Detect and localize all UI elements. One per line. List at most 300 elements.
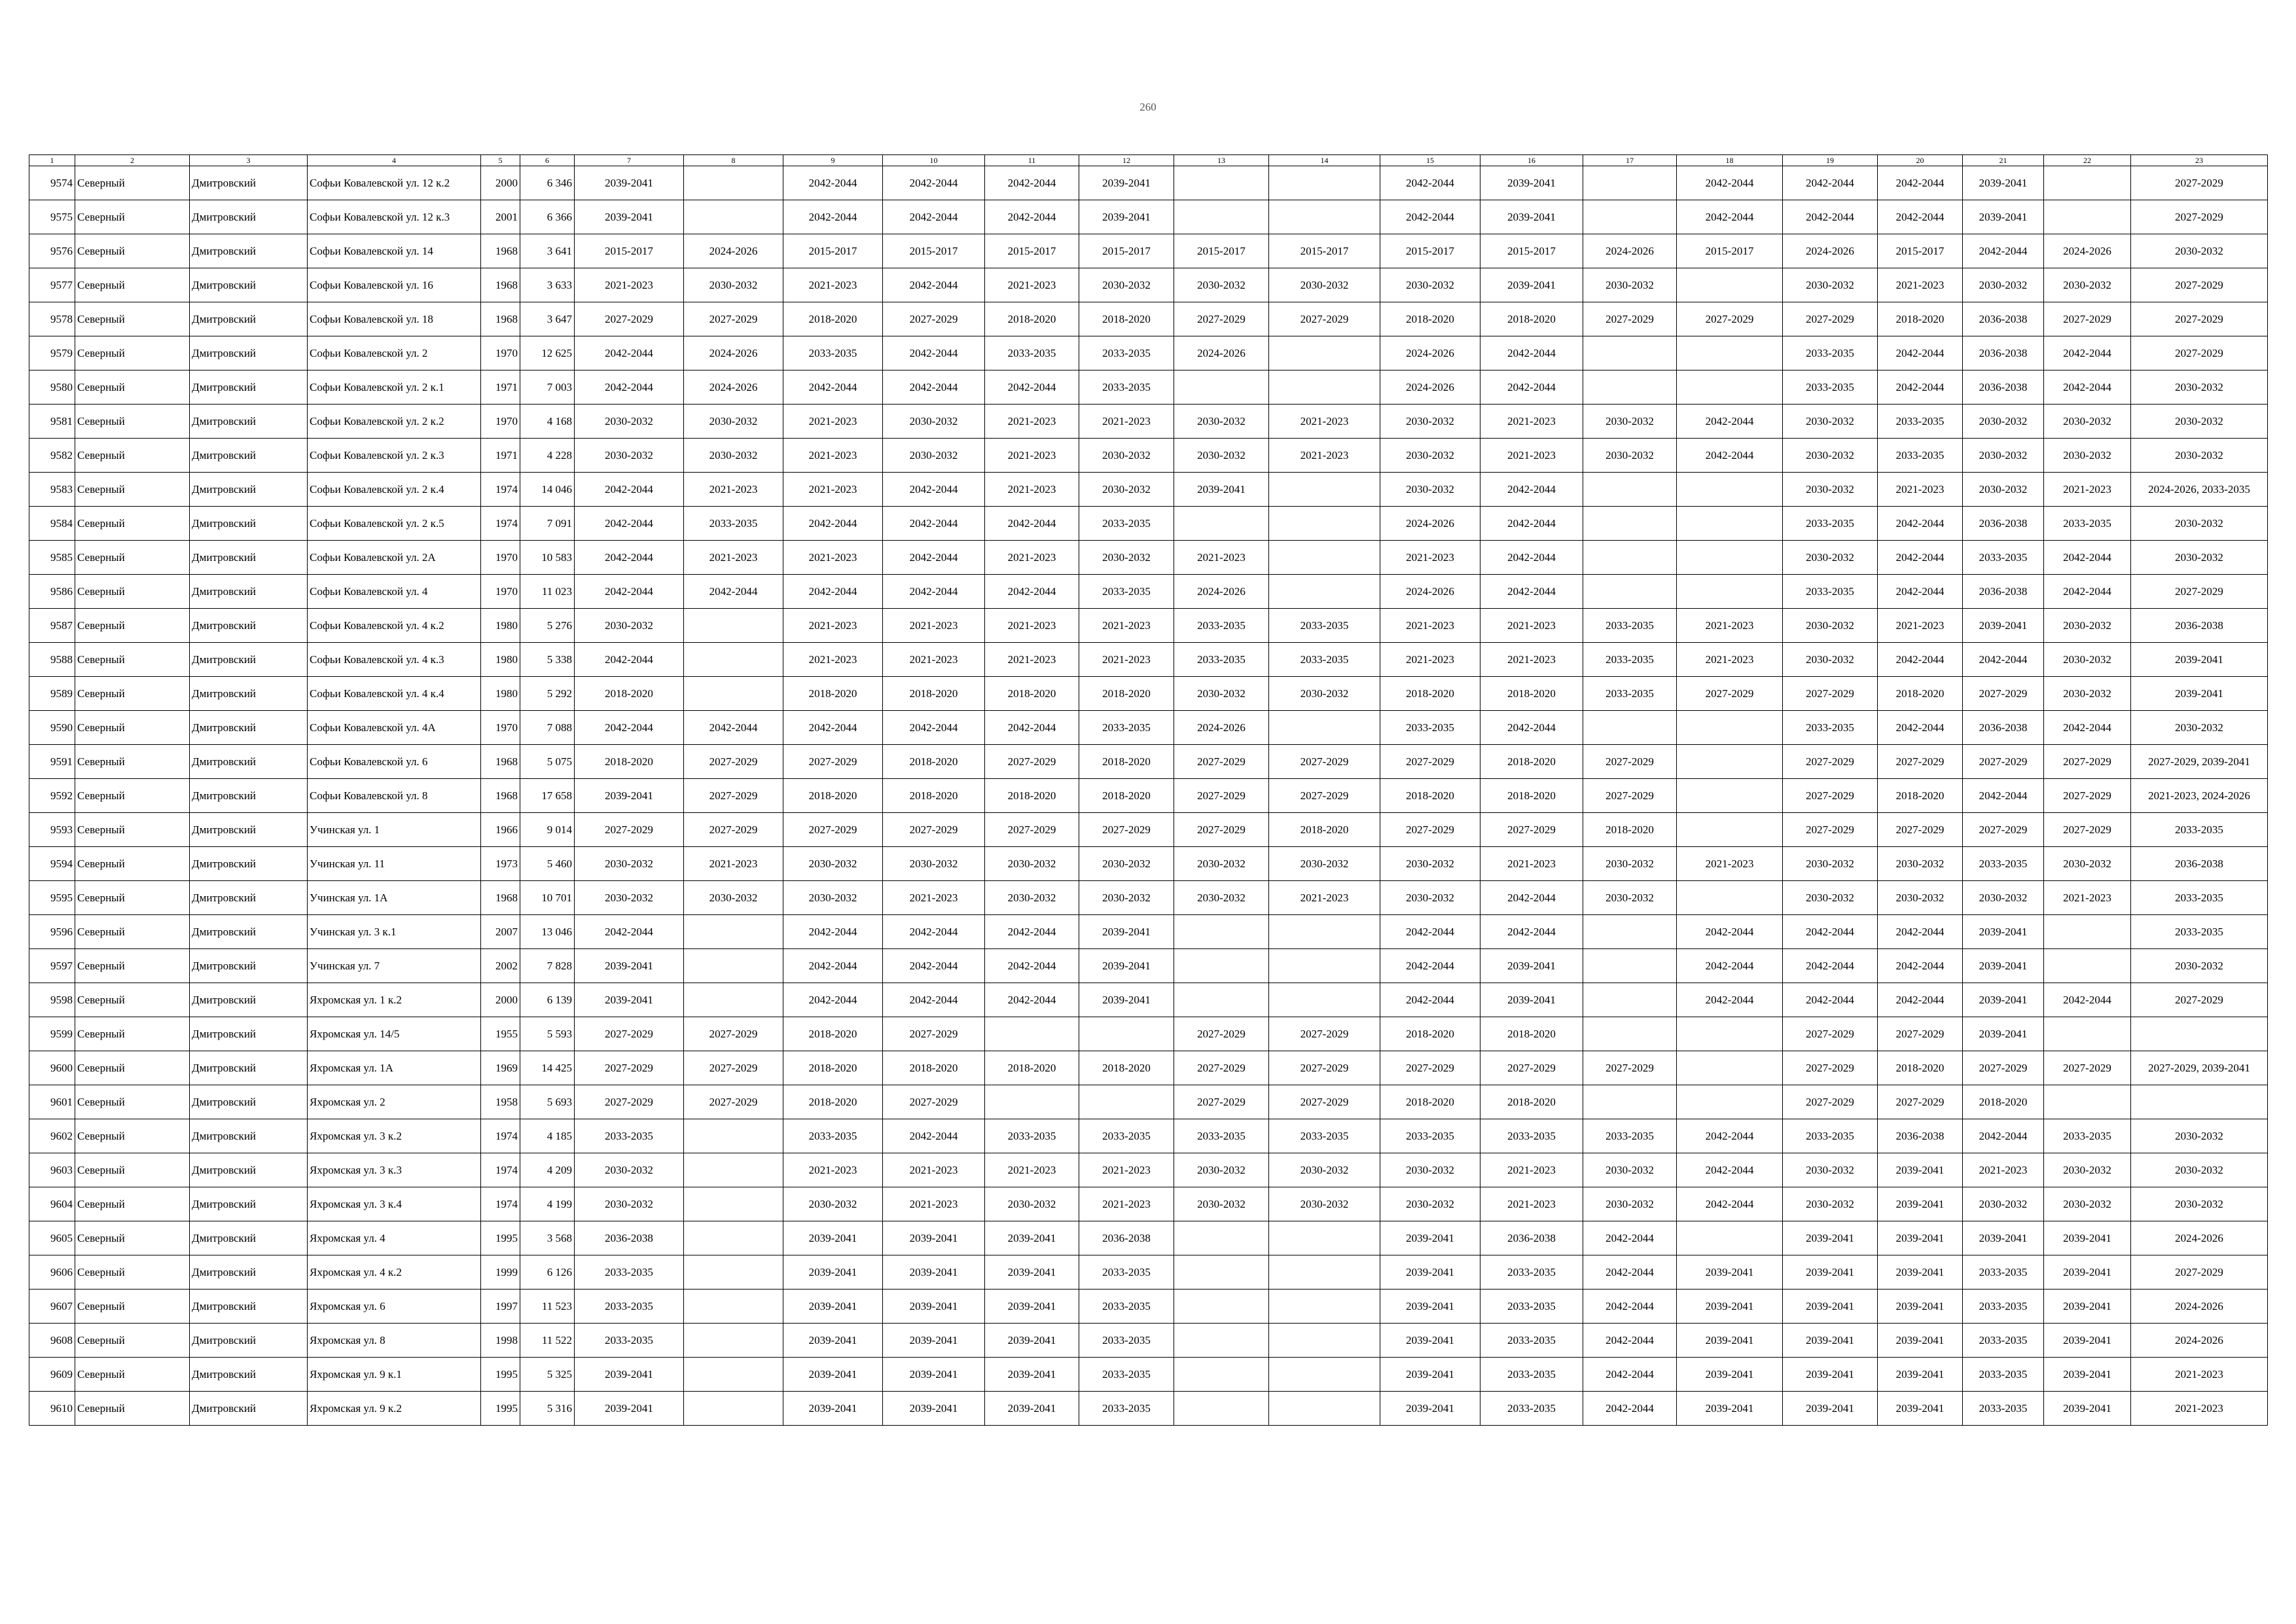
period-cell-col-7: 2039-2041	[575, 1392, 684, 1426]
period-cell-col-8: 2027-2029	[684, 745, 783, 779]
period-cell-col-14	[1269, 200, 1380, 234]
period-cell-col-8	[684, 1358, 783, 1392]
period-cell-col-18: 2039-2041	[1677, 1392, 1783, 1426]
period-cell-col-16: 2021-2023	[1480, 609, 1583, 643]
period-cell-col-8	[684, 1153, 783, 1187]
period-cell-col-11: 2030-2032	[985, 847, 1079, 881]
period-cell-col-12	[1079, 1017, 1174, 1051]
period-cell-col-16: 2042-2044	[1480, 915, 1583, 949]
period-cell-col-20: 2042-2044	[1878, 983, 1963, 1017]
period-cell-col-16: 2042-2044	[1480, 370, 1583, 405]
period-cell-col-12: 2030-2032	[1079, 473, 1174, 507]
period-cell-col-18: 2042-2044	[1677, 200, 1783, 234]
period-cell-col-15: 2042-2044	[1380, 166, 1480, 200]
period-cell-col-17: 2033-2035	[1583, 643, 1677, 677]
period-cell-col-12: 2015-2017	[1079, 234, 1174, 268]
year-built-cell: 1968	[481, 745, 520, 779]
row-id-cell: 9588	[29, 643, 75, 677]
period-cell-col-13	[1174, 166, 1269, 200]
period-cell-col-14: 2033-2035	[1269, 643, 1380, 677]
period-cell-col-8: 2030-2032	[684, 405, 783, 439]
period-cell-col-13: 2030-2032	[1174, 847, 1269, 881]
period-cell-col-15: 2024-2026	[1380, 575, 1480, 609]
year-built-cell: 1980	[481, 643, 520, 677]
period-cell-col-10: 2027-2029	[883, 813, 985, 847]
column-number-10: 10	[883, 155, 985, 166]
period-cell-col-9: 2021-2023	[783, 439, 883, 473]
period-cell-col-16: 2018-2020	[1480, 779, 1583, 813]
period-cell-col-17: 2042-2044	[1583, 1392, 1677, 1426]
year-built-cell: 1970	[481, 711, 520, 745]
okrug-cell: Северный	[75, 1085, 190, 1119]
year-built-cell: 1974	[481, 507, 520, 541]
period-cell-col-17: 2030-2032	[1583, 439, 1677, 473]
period-cell-col-10: 2042-2044	[883, 915, 985, 949]
period-cell-col-20: 2039-2041	[1878, 1358, 1963, 1392]
period-cell-col-23: 2039-2041	[2131, 677, 2268, 711]
period-cell-col-12: 2021-2023	[1079, 1153, 1174, 1187]
period-cell-col-11: 2027-2029	[985, 813, 1079, 847]
period-cell-col-20: 2042-2044	[1878, 915, 1963, 949]
period-cell-col-7: 2030-2032	[575, 847, 684, 881]
period-cell-col-7: 2039-2041	[575, 1358, 684, 1392]
district-cell: Дмитровский	[190, 370, 308, 405]
period-cell-col-7: 2027-2029	[575, 302, 684, 336]
period-cell-col-8	[684, 1324, 783, 1358]
period-cell-col-8	[684, 1255, 783, 1290]
period-cell-col-23: 2036-2038	[2131, 847, 2268, 881]
period-cell-col-11: 2021-2023	[985, 473, 1079, 507]
period-cell-col-14: 2027-2029	[1269, 302, 1380, 336]
period-cell-col-14	[1269, 1255, 1380, 1290]
area-cell: 7 003	[520, 370, 575, 405]
period-cell-col-13: 2039-2041	[1174, 473, 1269, 507]
period-cell-col-15: 2039-2041	[1380, 1255, 1480, 1290]
column-number-9: 9	[783, 155, 883, 166]
column-number-2: 2	[75, 155, 190, 166]
period-cell-col-11: 2021-2023	[985, 609, 1079, 643]
district-cell: Дмитровский	[190, 405, 308, 439]
period-cell-col-12: 2039-2041	[1079, 949, 1174, 983]
period-cell-col-22: 2030-2032	[2044, 1153, 2131, 1187]
period-cell-col-14	[1269, 983, 1380, 1017]
period-cell-col-22: 2024-2026	[2044, 234, 2131, 268]
period-cell-col-19: 2030-2032	[1783, 473, 1878, 507]
period-cell-col-14: 2030-2032	[1269, 268, 1380, 302]
period-cell-col-20: 2030-2032	[1878, 881, 1963, 915]
period-cell-col-13	[1174, 949, 1269, 983]
column-number-23: 23	[2131, 155, 2268, 166]
period-cell-col-23: 2027-2029	[2131, 1255, 2268, 1290]
period-cell-col-7: 2027-2029	[575, 1051, 684, 1085]
period-cell-col-17: 2042-2044	[1583, 1290, 1677, 1324]
district-cell: Дмитровский	[190, 473, 308, 507]
period-cell-col-18: 2042-2044	[1677, 1119, 1783, 1153]
period-cell-col-19: 2030-2032	[1783, 1153, 1878, 1187]
period-cell-col-19: 2030-2032	[1783, 847, 1878, 881]
period-cell-col-9: 2021-2023	[783, 609, 883, 643]
period-cell-col-21: 2027-2029	[1963, 745, 2044, 779]
period-cell-col-21: 2027-2029	[1963, 1051, 2044, 1085]
year-built-cell: 1998	[481, 1324, 520, 1358]
okrug-cell: Северный	[75, 847, 190, 881]
district-cell: Дмитровский	[190, 1187, 308, 1221]
district-cell: Дмитровский	[190, 507, 308, 541]
table-row	[29, 983, 2268, 1017]
period-cell-col-22	[2044, 1085, 2131, 1119]
okrug-cell: Северный	[75, 745, 190, 779]
period-cell-col-7: 2033-2035	[575, 1119, 684, 1153]
period-cell-col-15: 2042-2044	[1380, 200, 1480, 234]
period-cell-col-13	[1174, 370, 1269, 405]
period-cell-col-12	[1079, 1085, 1174, 1119]
period-cell-col-11	[985, 1017, 1079, 1051]
period-cell-col-15: 2030-2032	[1380, 1153, 1480, 1187]
year-built-cell: 1973	[481, 847, 520, 881]
address-cell: Яхромская ул. 3 к.2	[308, 1119, 481, 1153]
address-cell: Софьи Ковалевской ул. 2 к.5	[308, 507, 481, 541]
district-cell: Дмитровский	[190, 268, 308, 302]
period-cell-col-22: 2039-2041	[2044, 1255, 2131, 1290]
period-cell-col-12: 2033-2035	[1079, 1358, 1174, 1392]
period-cell-col-11: 2042-2044	[985, 983, 1079, 1017]
period-cell-col-15: 2039-2041	[1380, 1392, 1480, 1426]
row-id-cell: 9602	[29, 1119, 75, 1153]
period-cell-col-10: 2018-2020	[883, 677, 985, 711]
district-cell: Дмитровский	[190, 439, 308, 473]
year-built-cell: 1995	[481, 1358, 520, 1392]
period-cell-col-9: 2027-2029	[783, 813, 883, 847]
period-cell-col-10: 2042-2044	[883, 370, 985, 405]
period-cell-col-12: 2033-2035	[1079, 575, 1174, 609]
period-cell-col-23: 2027-2029	[2131, 200, 2268, 234]
period-cell-col-20: 2033-2035	[1878, 439, 1963, 473]
period-cell-col-16: 2033-2035	[1480, 1358, 1583, 1392]
table-row	[29, 1255, 2268, 1290]
period-cell-col-15: 2021-2023	[1380, 643, 1480, 677]
period-cell-col-19: 2027-2029	[1783, 813, 1878, 847]
period-cell-col-9: 2021-2023	[783, 268, 883, 302]
district-cell: Дмитровский	[190, 1358, 308, 1392]
period-cell-col-7: 2021-2023	[575, 268, 684, 302]
period-cell-col-13: 2027-2029	[1174, 302, 1269, 336]
area-cell: 3 641	[520, 234, 575, 268]
period-cell-col-14: 2027-2029	[1269, 1051, 1380, 1085]
row-id-cell: 9597	[29, 949, 75, 983]
period-cell-col-14: 2033-2035	[1269, 609, 1380, 643]
column-number-17: 17	[1583, 155, 1677, 166]
period-cell-col-7: 2030-2032	[575, 881, 684, 915]
table-row	[29, 268, 2268, 302]
period-cell-col-7: 2039-2041	[575, 949, 684, 983]
period-cell-col-9: 2018-2020	[783, 779, 883, 813]
column-number-8: 8	[684, 155, 783, 166]
address-cell: Яхромская ул. 14/5	[308, 1017, 481, 1051]
period-cell-col-14: 2030-2032	[1269, 677, 1380, 711]
period-cell-col-15: 2039-2041	[1380, 1221, 1480, 1255]
period-cell-col-16: 2039-2041	[1480, 983, 1583, 1017]
period-cell-col-15: 2018-2020	[1380, 1017, 1480, 1051]
period-cell-col-15: 2030-2032	[1380, 268, 1480, 302]
period-cell-col-18	[1677, 1085, 1783, 1119]
address-cell: Софьи Ковалевской ул. 4 к.4	[308, 677, 481, 711]
period-cell-col-18	[1677, 575, 1783, 609]
column-number-12: 12	[1079, 155, 1174, 166]
column-number-13: 13	[1174, 155, 1269, 166]
period-cell-col-23: 2024-2026, 2033-2035	[2131, 473, 2268, 507]
period-cell-col-12: 2018-2020	[1079, 1051, 1174, 1085]
period-cell-col-23: 2021-2023, 2024-2026	[2131, 779, 2268, 813]
address-cell: Софьи Ковалевской ул. 6	[308, 745, 481, 779]
period-cell-col-8: 2027-2029	[684, 302, 783, 336]
period-cell-col-11: 2021-2023	[985, 439, 1079, 473]
period-cell-col-9: 2042-2044	[783, 370, 883, 405]
period-cell-col-18	[1677, 541, 1783, 575]
period-cell-col-11: 2015-2017	[985, 234, 1079, 268]
okrug-cell: Северный	[75, 200, 190, 234]
period-cell-col-23: 2021-2023	[2131, 1358, 2268, 1392]
period-cell-col-7: 2018-2020	[575, 677, 684, 711]
okrug-cell: Северный	[75, 1017, 190, 1051]
period-cell-col-14	[1269, 336, 1380, 370]
address-cell: Учинская ул. 11	[308, 847, 481, 881]
period-cell-col-14	[1269, 473, 1380, 507]
address-cell: Учинская ул. 1А	[308, 881, 481, 915]
period-cell-col-12: 2033-2035	[1079, 370, 1174, 405]
period-cell-col-21: 2039-2041	[1963, 609, 2044, 643]
period-cell-col-21: 2033-2035	[1963, 541, 2044, 575]
period-cell-col-19: 2042-2044	[1783, 915, 1878, 949]
address-cell: Яхромская ул. 3 к.4	[308, 1187, 481, 1221]
address-cell: Яхромская ул. 6	[308, 1290, 481, 1324]
period-cell-col-21: 2018-2020	[1963, 1085, 2044, 1119]
period-cell-col-11	[985, 1085, 1079, 1119]
period-cell-col-18: 2027-2029	[1677, 677, 1783, 711]
column-number-21: 21	[1963, 155, 2044, 166]
period-cell-col-18: 2042-2044	[1677, 166, 1783, 200]
period-cell-col-10: 2018-2020	[883, 779, 985, 813]
period-cell-col-22	[2044, 1017, 2131, 1051]
period-cell-col-15: 2039-2041	[1380, 1324, 1480, 1358]
period-cell-col-16: 2042-2044	[1480, 473, 1583, 507]
period-cell-col-23: 2027-2029, 2039-2041	[2131, 1051, 2268, 1085]
period-cell-col-8: 2027-2029	[684, 1051, 783, 1085]
area-cell: 6 139	[520, 983, 575, 1017]
table-row	[29, 1051, 2268, 1085]
period-cell-col-12: 2033-2035	[1079, 507, 1174, 541]
district-cell: Дмитровский	[190, 200, 308, 234]
period-cell-col-17	[1583, 473, 1677, 507]
year-built-cell: 1974	[481, 1119, 520, 1153]
column-number-1: 1	[29, 155, 75, 166]
period-cell-col-13: 2027-2029	[1174, 1051, 1269, 1085]
period-cell-col-10: 2039-2041	[883, 1358, 985, 1392]
period-cell-col-21: 2030-2032	[1963, 1187, 2044, 1221]
period-cell-col-22: 2030-2032	[2044, 643, 2131, 677]
period-cell-col-9: 2042-2044	[783, 983, 883, 1017]
period-cell-col-19: 2039-2041	[1783, 1324, 1878, 1358]
period-cell-col-11: 2039-2041	[985, 1392, 1079, 1426]
period-cell-col-18	[1677, 1051, 1783, 1085]
period-cell-col-18	[1677, 370, 1783, 405]
period-cell-col-18: 2042-2044	[1677, 949, 1783, 983]
period-cell-col-23: 2030-2032	[2131, 507, 2268, 541]
period-cell-col-14	[1269, 1324, 1380, 1358]
district-cell: Дмитровский	[190, 711, 308, 745]
period-cell-col-12: 2018-2020	[1079, 677, 1174, 711]
district-cell: Дмитровский	[190, 847, 308, 881]
period-cell-col-9: 2039-2041	[783, 1221, 883, 1255]
period-cell-col-7: 2039-2041	[575, 983, 684, 1017]
period-cell-col-7: 2033-2035	[575, 1290, 684, 1324]
district-cell: Дмитровский	[190, 1119, 308, 1153]
period-cell-col-23: 2030-2032	[2131, 1119, 2268, 1153]
period-cell-col-20: 2042-2044	[1878, 200, 1963, 234]
period-cell-col-9: 2021-2023	[783, 405, 883, 439]
okrug-cell: Северный	[75, 983, 190, 1017]
period-cell-col-13	[1174, 507, 1269, 541]
period-cell-col-15: 2030-2032	[1380, 1187, 1480, 1221]
period-cell-col-22: 2042-2044	[2044, 575, 2131, 609]
period-cell-col-15: 2021-2023	[1380, 609, 1480, 643]
period-cell-col-8: 2042-2044	[684, 575, 783, 609]
district-cell: Дмитровский	[190, 915, 308, 949]
okrug-cell: Северный	[75, 439, 190, 473]
period-cell-col-12: 2039-2041	[1079, 200, 1174, 234]
period-cell-col-7: 2042-2044	[575, 370, 684, 405]
period-cell-col-10: 2042-2044	[883, 575, 985, 609]
period-cell-col-21: 2033-2035	[1963, 1358, 2044, 1392]
period-cell-col-18	[1677, 507, 1783, 541]
period-cell-col-20: 2042-2044	[1878, 711, 1963, 745]
period-cell-col-9: 2018-2020	[783, 1017, 883, 1051]
year-built-cell: 1958	[481, 1085, 520, 1119]
table-row	[29, 643, 2268, 677]
period-cell-col-20: 2042-2044	[1878, 949, 1963, 983]
period-cell-col-12: 2036-2038	[1079, 1221, 1174, 1255]
period-cell-col-14	[1269, 1392, 1380, 1426]
row-id-cell: 9596	[29, 915, 75, 949]
period-cell-col-20: 2039-2041	[1878, 1324, 1963, 1358]
period-cell-col-12: 2033-2035	[1079, 1392, 1174, 1426]
period-cell-col-16: 2042-2044	[1480, 881, 1583, 915]
address-cell: Софьи Ковалевской ул. 8	[308, 779, 481, 813]
table-row	[29, 575, 2268, 609]
repair-schedule-table	[29, 154, 2268, 1426]
period-cell-col-20: 2042-2044	[1878, 541, 1963, 575]
column-number-3: 3	[190, 155, 308, 166]
period-cell-col-23: 2024-2026	[2131, 1221, 2268, 1255]
period-cell-col-13	[1174, 1358, 1269, 1392]
period-cell-col-11: 2033-2035	[985, 336, 1079, 370]
period-cell-col-17: 2027-2029	[1583, 1051, 1677, 1085]
period-cell-col-22: 2030-2032	[2044, 609, 2131, 643]
column-number-16: 16	[1480, 155, 1583, 166]
period-cell-col-22: 2042-2044	[2044, 541, 2131, 575]
period-cell-col-16: 2021-2023	[1480, 439, 1583, 473]
period-cell-col-21: 2042-2044	[1963, 1119, 2044, 1153]
period-cell-col-13: 2030-2032	[1174, 1187, 1269, 1221]
okrug-cell: Северный	[75, 643, 190, 677]
row-id-cell: 9576	[29, 234, 75, 268]
period-cell-col-20: 2039-2041	[1878, 1255, 1963, 1290]
period-cell-col-11: 2042-2044	[985, 915, 1079, 949]
period-cell-col-15: 2018-2020	[1380, 779, 1480, 813]
period-cell-col-11: 2042-2044	[985, 370, 1079, 405]
okrug-cell: Северный	[75, 881, 190, 915]
period-cell-col-14: 2015-2017	[1269, 234, 1380, 268]
column-number-header-row	[29, 155, 2268, 166]
okrug-cell: Северный	[75, 1051, 190, 1085]
period-cell-col-19: 2030-2032	[1783, 405, 1878, 439]
year-built-cell: 1995	[481, 1221, 520, 1255]
year-built-cell: 1970	[481, 541, 520, 575]
district-cell: Дмитровский	[190, 1051, 308, 1085]
period-cell-col-9: 2033-2035	[783, 336, 883, 370]
address-cell: Яхромская ул. 2	[308, 1085, 481, 1119]
period-cell-col-8: 2027-2029	[684, 1085, 783, 1119]
row-id-cell: 9591	[29, 745, 75, 779]
period-cell-col-19: 2030-2032	[1783, 541, 1878, 575]
period-cell-col-23: 2030-2032	[2131, 711, 2268, 745]
address-cell: Софьи Ковалевской ул. 2 к.1	[308, 370, 481, 405]
period-cell-col-13: 2033-2035	[1174, 643, 1269, 677]
period-cell-col-9: 2042-2044	[783, 166, 883, 200]
period-cell-col-21: 2030-2032	[1963, 473, 2044, 507]
district-cell: Дмитровский	[190, 949, 308, 983]
period-cell-col-15: 2039-2041	[1380, 1290, 1480, 1324]
period-cell-col-19: 2033-2035	[1783, 507, 1878, 541]
period-cell-col-17: 2030-2032	[1583, 1187, 1677, 1221]
period-cell-col-19: 2042-2044	[1783, 166, 1878, 200]
area-cell: 5 276	[520, 609, 575, 643]
period-cell-col-22: 2039-2041	[2044, 1221, 2131, 1255]
period-cell-col-23: 2027-2029	[2131, 302, 2268, 336]
table-row	[29, 745, 2268, 779]
okrug-cell: Северный	[75, 575, 190, 609]
period-cell-col-14: 2027-2029	[1269, 1085, 1380, 1119]
okrug-cell: Северный	[75, 779, 190, 813]
period-cell-col-12: 2030-2032	[1079, 541, 1174, 575]
period-cell-col-13: 2030-2032	[1174, 1153, 1269, 1187]
okrug-cell: Северный	[75, 677, 190, 711]
period-cell-col-16: 2033-2035	[1480, 1255, 1583, 1290]
area-cell: 6 366	[520, 200, 575, 234]
period-cell-col-22	[2044, 200, 2131, 234]
period-cell-col-16: 2033-2035	[1480, 1324, 1583, 1358]
period-cell-col-23: 2027-2029	[2131, 336, 2268, 370]
table-row	[29, 439, 2268, 473]
table-row	[29, 711, 2268, 745]
area-cell: 5 338	[520, 643, 575, 677]
period-cell-col-16: 2021-2023	[1480, 847, 1583, 881]
period-cell-col-18	[1677, 745, 1783, 779]
period-cell-col-16: 2042-2044	[1480, 575, 1583, 609]
period-cell-col-16: 2033-2035	[1480, 1290, 1583, 1324]
period-cell-col-12: 2033-2035	[1079, 1119, 1174, 1153]
district-cell: Дмитровский	[190, 1290, 308, 1324]
period-cell-col-16: 2018-2020	[1480, 745, 1583, 779]
period-cell-col-16: 2042-2044	[1480, 336, 1583, 370]
address-cell: Софьи Ковалевской ул. 4А	[308, 711, 481, 745]
okrug-cell: Северный	[75, 1392, 190, 1426]
period-cell-col-21: 2042-2044	[1963, 779, 2044, 813]
row-id-cell: 9607	[29, 1290, 75, 1324]
period-cell-col-9: 2039-2041	[783, 1392, 883, 1426]
period-cell-col-19: 2042-2044	[1783, 200, 1878, 234]
row-id-cell: 9579	[29, 336, 75, 370]
period-cell-col-8	[684, 1119, 783, 1153]
